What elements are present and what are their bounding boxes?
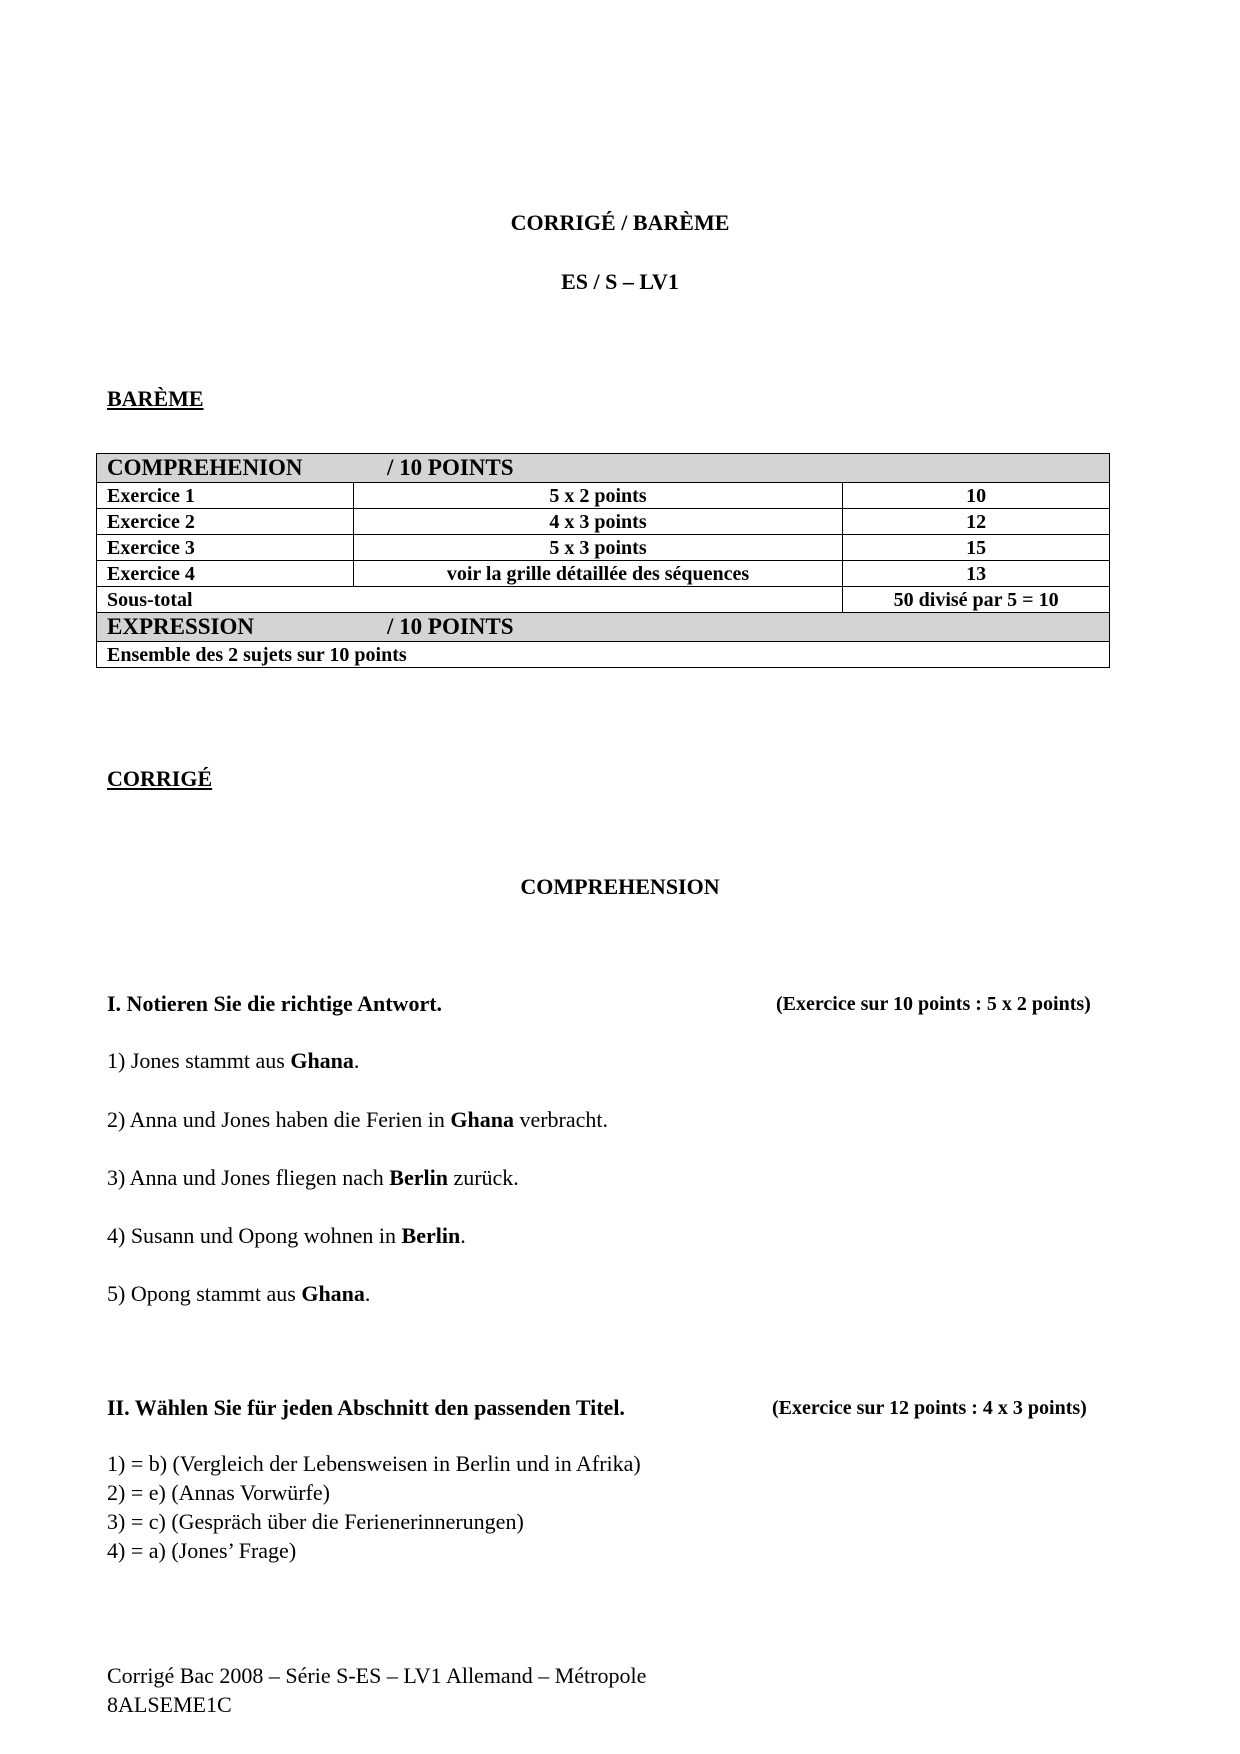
exercise-total: 10: [843, 483, 1110, 509]
answer-text: 4) Susann und Opong wohnen in: [107, 1223, 402, 1248]
expression-band-row: [97, 613, 1110, 642]
comprehension-band-row: [97, 454, 1110, 483]
table-row: [97, 509, 1110, 535]
question1-heading: I. Notieren Sie die richtige Antwort.: [107, 991, 443, 1016]
expression-note-row: [97, 642, 1110, 668]
list-item: [107, 1223, 466, 1249]
answer-text: 1) Jones stammt aus: [107, 1048, 291, 1073]
list-item: 3) = c) (Gespräch über die Ferienerinnerungen): [107, 1509, 524, 1534]
footer-line2: 8ALSEME1C: [107, 1692, 232, 1717]
comprehension-title: COMPREHENSION: [520, 874, 720, 899]
exercise-label: Exercice 4: [97, 561, 354, 587]
table-row: [97, 561, 1110, 587]
expression-note: Ensemble des 2 sujets sur 10 points: [97, 642, 1110, 668]
expression-label: EXPRESSION: [107, 614, 254, 639]
expression-band-cell: [97, 613, 1110, 642]
answer-keyword: Berlin: [389, 1165, 448, 1190]
answer-text: zurück.: [447, 1165, 519, 1190]
subtotal-value: 50 divisé par 5 = 10: [843, 587, 1110, 613]
exercise-total: 15: [843, 535, 1110, 561]
table-row: [97, 535, 1110, 561]
table-row: [97, 483, 1110, 509]
answer-text: verbracht.: [513, 1107, 609, 1132]
answer-text: .: [364, 1281, 371, 1306]
question2-heading: II. Wählen Sie für jeden Abschnitt den passenden Titel.: [107, 1395, 625, 1420]
answer-text: .: [460, 1223, 466, 1248]
exercise-total: 12: [843, 509, 1110, 535]
page-subtitle: ES / S – LV1: [561, 269, 679, 294]
exercise-label: Exercice 1: [97, 483, 354, 509]
answer-text: 5) Opong stammt aus: [107, 1281, 302, 1306]
exercise-total: 13: [843, 561, 1110, 587]
subtotal-row: [97, 587, 1110, 613]
comprehension-points: / 10 POINTS: [387, 455, 514, 480]
list-item: [107, 1165, 519, 1191]
footer-line1: Corrigé Bac 2008 – Série S-ES – LV1 Allemand – Métropole: [107, 1663, 647, 1688]
list-item: [107, 1048, 359, 1074]
subtotal-label: Sous-total: [97, 587, 843, 613]
corrige-heading: CORRIGÉ: [107, 766, 213, 791]
exercise-detail: 5 x 2 points: [353, 483, 842, 509]
bareme-table: [96, 453, 1110, 668]
answer-text: 2) Anna und Jones haben die Ferien in: [107, 1107, 451, 1132]
list-item: 1) = b) (Vergleich der Lebensweisen in Berlin und in Afrika): [107, 1451, 641, 1476]
question1-points: (Exercice sur 10 points : 5 x 2 points): [776, 993, 1091, 1015]
exercise-label: Exercice 2: [97, 509, 354, 535]
exercise-label: Exercice 3: [97, 535, 354, 561]
exercise-detail: voir la grille détaillée des séquences: [353, 561, 842, 587]
exercise-detail: 4 x 3 points: [353, 509, 842, 535]
comprehension-label: COMPREHENION: [107, 455, 303, 480]
answer-text: .: [353, 1048, 360, 1073]
answer-text: 3) Anna und Jones fliegen nach: [107, 1165, 390, 1190]
list-item: 2) = e) (Annas Vorwürfe): [107, 1480, 330, 1505]
bareme-heading: BARÈME: [107, 386, 204, 411]
exercise-detail: 5 x 3 points: [353, 535, 842, 561]
list-item: [107, 1107, 608, 1133]
list-item: 4) = a) (Jones’ Frage): [107, 1538, 297, 1563]
answer-keyword: Ghana: [301, 1281, 365, 1306]
question2-points: (Exercice sur 12 points : 4 x 3 points): [772, 1397, 1087, 1419]
answer-keyword: Berlin: [401, 1223, 461, 1248]
comprehension-band-cell: [97, 454, 1110, 483]
answer-keyword: Ghana: [290, 1048, 354, 1073]
list-item: [107, 1281, 370, 1307]
expression-points: / 10 POINTS: [387, 614, 514, 639]
answer-keyword: Ghana: [450, 1107, 514, 1132]
page-title: CORRIGÉ / BARÈME: [510, 210, 730, 235]
